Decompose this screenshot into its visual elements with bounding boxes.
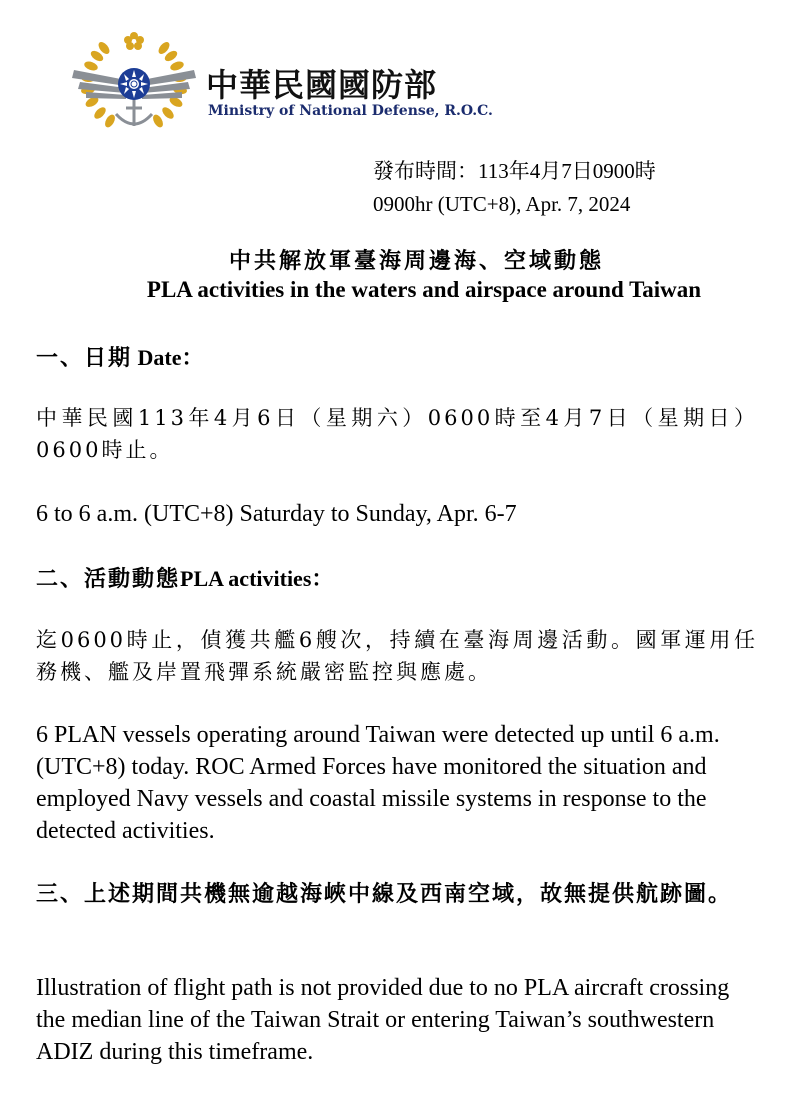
section1-body-zh: 中華民國113年4月6日（星期六）0600時至4月7日（星期日）0600時止。 xyxy=(36,406,758,462)
section2-body-en: 6 PLAN vessels operating around Taiwan were detected up until 6 a.m. (UTC+8) today. ROC Armed Forces have monitored the situation and employed Navy vessels and coastal missile systems in response to the detected activities. xyxy=(36,722,720,844)
section2-heading-en: PLA activities xyxy=(180,566,312,591)
section2-body-zh: 迄0600時止，偵獲共艦6艘次，持續在臺海周邊活動。國軍運用任務機、艦及岸置飛彈系統嚴密監控與應處。 xyxy=(36,628,758,684)
section3-body-en: Illustration of flight path is not provided due to no PLA aircraft crossing the median line of the Taiwan Strait or entering Taiwan’s southwestern ADIZ during this timeframe. xyxy=(36,975,730,1065)
section3-heading: 三、上述期間共機無逾越海峽中線及西南空域，故無提供航跡圖。 xyxy=(36,881,733,907)
org-name-zh: 中華民國國防部 xyxy=(206,66,438,104)
section1-body-en: 6 to 6 a.m. (UTC+8) Saturday to Sunday, Apr. 6-7 xyxy=(36,501,517,527)
section2-heading xyxy=(36,562,335,593)
title-zh: 中共解放軍臺海周邊海、空域動態 xyxy=(228,248,604,274)
section1-heading xyxy=(36,341,206,372)
section2-heading-prefix: 二、活動動態 xyxy=(36,566,181,592)
section1-heading-suffix: ： xyxy=(181,345,206,371)
title-en: PLA activities in the waters and airspace around Taiwan xyxy=(146,277,702,302)
release-time xyxy=(373,155,656,221)
section1-heading-en: Date xyxy=(132,345,182,370)
section1-heading-prefix: 一、日期 xyxy=(36,345,133,371)
org-name-en: Ministry of National Defense, R.O.C. xyxy=(208,103,493,119)
release-time-en: 0900hr (UTC+8), Apr. 7, 2024 xyxy=(373,192,631,216)
release-time-zh: 發布時間：113年4月7日0900時 xyxy=(373,159,656,183)
section2-heading-suffix: ： xyxy=(311,566,336,592)
mnd-emblem-icon xyxy=(64,26,204,138)
